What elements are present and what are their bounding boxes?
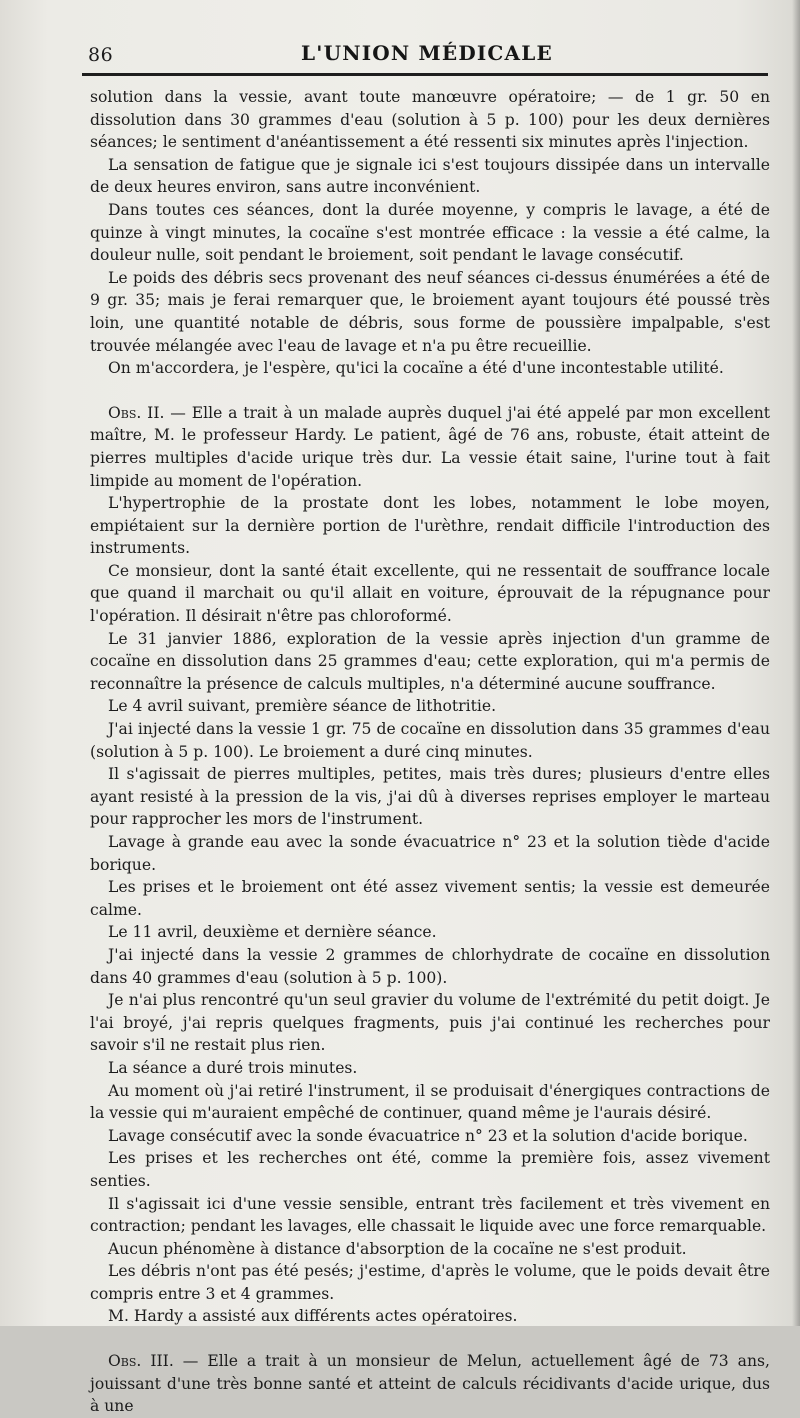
paragraph-text: — Elle a trait à un malade auprès duquel j'ai été appelé par mon excellent maître, M. le professeur Hardy. Le patient, âgé de 76 ans, robuste, était atteint de pierres multiples d'acide urique très dur. La vessie était saine, l'urine tout à fait limpide au moment de l'opération. — [90, 403, 771, 490]
page-header — [86, 38, 768, 72]
paragraph — [90, 86, 770, 154]
paragraph — [90, 876, 770, 921]
observation-label: Obs. II. — [108, 403, 165, 422]
page-number: 86 — [88, 44, 114, 66]
observation-paragraph — [90, 1350, 770, 1418]
paragraph — [90, 763, 770, 831]
paragraph-text: M. Hardy a assisté aux différents actes opératoires. — [108, 1307, 518, 1326]
paragraph — [90, 1147, 770, 1192]
paragraph — [90, 1305, 770, 1328]
paragraph — [90, 1125, 770, 1148]
paragraph — [90, 267, 770, 357]
paragraph-text: Les prises et les recherches ont été, comme la première fois, assez vivement senties. — [90, 1149, 770, 1190]
paragraph-text: Les prises et le broiement ont été assez vivement sentis; la vessie est demeurée calme. — [90, 878, 770, 919]
paragraph-text: Le 11 avril, deuxième et dernière séance. — [108, 923, 437, 942]
paragraph-text: La séance a duré trois minutes. — [108, 1058, 358, 1077]
article-body — [90, 86, 770, 1418]
paragraph-text: Aucun phénomène à distance d'absorption de la cocaïne ne s'est produit. — [108, 1239, 687, 1258]
paragraph-text: Il s'agissait de pierres multiples, petites, mais très dures; plusieurs d'entre elles ayant resisté à la pression de la vis, j'ai dû à diverses reprises employer le marteau pour rapprocher les mors de l'instrument. — [90, 765, 770, 829]
paragraph-text: Je n'ai plus rencontré qu'un seul gravier du volume de l'extrémité du petit doigt. Je l'ai broyé, j'ai repris quelques fragments, puis j'ai continué les recherches pour savoir s'il ne restait plus rien. — [90, 991, 770, 1055]
paragraph — [90, 1260, 770, 1305]
paragraph-text: Ce monsieur, dont la santé était excellente, qui ne ressentait de souffrance locale que quand il marchait ou qu'il allait en voiture, éprouvait de la répugnance pour l'opération. Il désirait n'être pas chloroformé. — [90, 561, 770, 626]
paragraph-text: Lavage à grande eau avec la sonde évacuatrice n° 23 et la solution tiède d'acide borique. — [90, 833, 770, 874]
paragraph-text: La sensation de fatigue que je signale ici s'est toujours dissipée dans un intervalle de deux heures environ, sans autre inconvénient. — [90, 155, 770, 197]
observation-label: Obs. III. — [108, 1352, 174, 1371]
paragraph-text: On m'accordera, je l'espère, qu'ici la cocaïne a été d'une incontestable utilité. — [108, 359, 724, 378]
paragraph — [90, 1193, 770, 1238]
paragraph — [90, 921, 770, 944]
paragraph — [90, 944, 770, 989]
paragraph-text: J'ai injecté dans la vessie 2 grammes de chlorhydrate de cocaïne en dissolution dans 40 grammes d'eau (solution à 5 p. 100). — [90, 945, 770, 987]
observation-paragraph — [90, 402, 770, 492]
paragraph — [90, 1080, 770, 1125]
paragraph-text: Le poids des débris secs provenant des neuf séances ci-dessus énumérées a été de 9 gr. 35; mais je ferai remarquer que, le broiement ayant toujours été poussé très loin, une quantité notable de débris, sous forme de poussière impalpable, s'est trouvée mélangée avec l'eau de lavage et n'a pu être recueillie. — [90, 268, 770, 355]
paragraph — [90, 1238, 770, 1261]
paragraph — [90, 989, 770, 1057]
paragraph-text: Lavage consécutif avec la sonde évacuatrice n° 23 et la solution d'acide borique. — [108, 1126, 748, 1145]
paragraph — [90, 492, 770, 560]
paragraph-text: Il s'agissait ici d'une vessie sensible, entrant très facilement et très vivement en contraction; pendant les lavages, elle chassait le liquide avec une force remarquable. — [90, 1194, 770, 1236]
paragraph — [90, 357, 770, 380]
paragraph-text: L'hypertrophie de la prostate dont les lobes, notamment le lobe moyen, empiétaient sur la dernière portion de l'urèthre, rendait difficile l'introduction des instruments. — [90, 494, 770, 558]
paragraph — [90, 1057, 770, 1080]
journal-title: L'UNION MÉDICALE — [301, 41, 553, 65]
paragraph-text: Le 4 avril suivant, première séance de lithotritie. — [108, 697, 497, 716]
paragraph — [90, 199, 770, 267]
paragraph-text: Le 31 janvier 1886, exploration de la vessie après injection d'un gramme de cocaïne en dissolution dans 25 grammes d'eau; cette exploration, qui m'a permis de reconnaître la présence de calculs multiples, n'a déterminé aucune souffrance. — [90, 629, 770, 693]
paragraph-text: J'ai injecté dans la vessie 1 gr. 75 de cocaïne en dissolution dans 35 grammes d'eau (solution à 5 p. 100). Le broiement a duré cinq minutes. — [90, 720, 770, 761]
paragraph — [90, 628, 770, 696]
paragraph-text: — Elle a trait à un monsieur de Melun, actuellement âgé de 73 ans, jouissant d'une très bonne santé et atteint de calculs récidivants d'acide urique, dus à une — [90, 1352, 770, 1416]
paragraph — [90, 560, 770, 628]
paragraph-text: solution dans la vessie, avant toute manœuvre opératoire; — de 1 gr. 50 en dissolution dans 30 grammes d'eau (solution à 5 p. 100) pour les deux dernières séances; le sentiment d'anéantissement a été ressenti six minutes après l'injection. — [90, 88, 770, 152]
paragraph-text: Les débris n'ont pas été pesés; j'estime, d'après le volume, que le poids devait être compris entre 3 et 4 grammes. — [90, 1262, 770, 1303]
header-rule — [82, 73, 768, 76]
page-edge-shadow — [792, 0, 800, 1326]
paragraph — [90, 154, 770, 199]
paragraph — [90, 831, 770, 876]
paragraph — [90, 718, 770, 763]
paragraph-text: Au moment où j'ai retiré l'instrument, il se produisait d'énergiques contractions de la vessie qui m'auraient empêché de continuer, quand même je l'aurais désiré. — [90, 1081, 770, 1123]
paragraph-text: Dans toutes ces séances, dont la durée moyenne, y compris le lavage, a été de quinze à vingt minutes, la cocaïne s'est montrée efficace : la vessie a été calme, la douleur nulle, soit pendant le broiement, soit pendant le lavage consécutif. — [90, 200, 770, 265]
paragraph — [90, 695, 770, 718]
